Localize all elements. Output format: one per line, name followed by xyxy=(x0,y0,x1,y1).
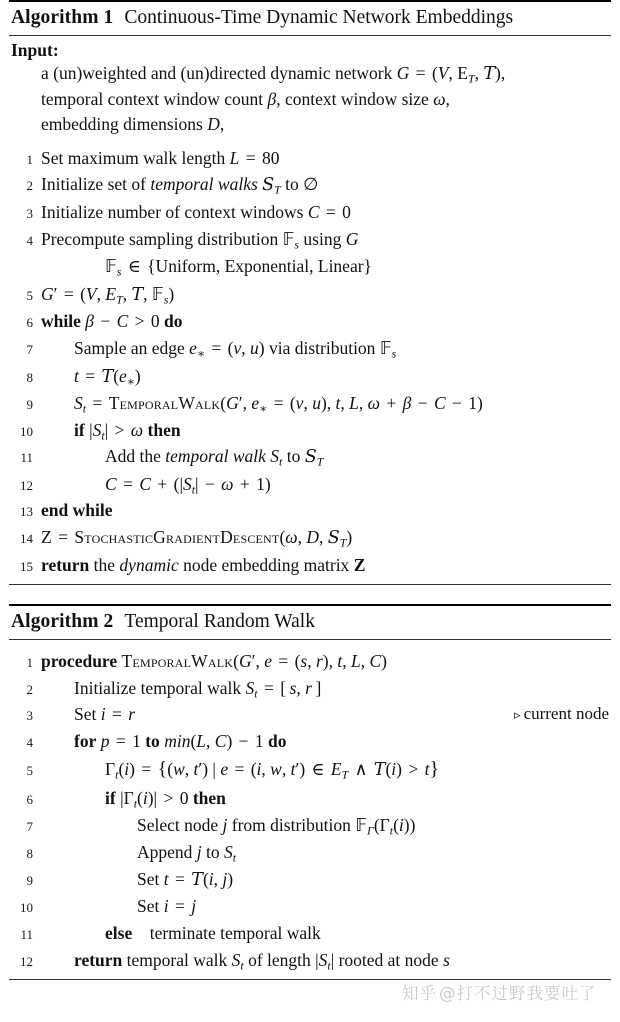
line-number: 4 xyxy=(26,734,33,750)
line-text: Append j to $S_t$ xyxy=(137,842,237,865)
line-text: Initialize set of temporal walks $S_T$ to ∅ xyxy=(41,174,319,197)
algorithm-2-bottom-rule xyxy=(9,979,611,980)
input-line-network: a (un)weighted and (un)directed dynamic network G = (V, $E_T$, T), xyxy=(41,63,506,86)
line-text: Add the temporal walk $S_t$ to $S_T$ xyxy=(105,446,324,469)
algorithm-line xyxy=(9,893,611,920)
algorithm-line xyxy=(9,226,611,254)
line-text: return the dynamic node embedding matrix Z xyxy=(41,554,366,575)
algorithm-line xyxy=(9,281,611,309)
line-text: if $|\Gamma_t(i)| > 0$ then xyxy=(105,788,226,811)
input-line-window: temporal context window count β, context window size ω, xyxy=(41,89,450,110)
comment-text: current node xyxy=(523,704,609,724)
algorithm-line xyxy=(9,363,611,391)
line-number: 12 xyxy=(20,477,33,493)
line-text: return temporal walk $S_t$ of length $|S_t|$ rooted at node s xyxy=(74,949,450,972)
algorithm-line xyxy=(9,728,611,755)
line-text: Initialize number of context windows C = 0 xyxy=(41,201,351,222)
watermark xyxy=(402,980,597,1004)
line-number: 8 xyxy=(26,369,33,385)
line-number: 3 xyxy=(26,708,33,724)
algorithm-line xyxy=(9,754,611,785)
line-number: 4 xyxy=(26,232,33,248)
algorithm-1-number: Algorithm 1 xyxy=(11,7,114,28)
line-number: 10 xyxy=(20,423,33,439)
algorithm-line xyxy=(9,675,611,702)
line-text: Set maximum walk length L = 80 xyxy=(41,147,280,168)
line-text: procedure TemporalWalk(G′, e = (s, r), t, L, C) xyxy=(41,651,387,672)
algorithm-line xyxy=(9,785,611,812)
algorithm-line xyxy=(9,866,611,894)
algorithm-2-title xyxy=(9,606,611,639)
line-number: 14 xyxy=(20,531,33,547)
line-text: $t = T(e_∗)$ xyxy=(74,365,141,388)
line-number: 6 xyxy=(26,792,33,808)
algorithm-1-input-block xyxy=(9,36,611,137)
algorithm-line xyxy=(9,839,611,866)
line-text: Z = StochasticGradientDescent(ω, D, $S_T$) xyxy=(41,527,353,550)
input-heading: Input: xyxy=(11,39,59,60)
algorithm-line xyxy=(9,335,611,363)
algorithm-2-block xyxy=(9,604,611,980)
line-number: 9 xyxy=(26,397,33,413)
algorithm-1-name: Continuous-Time Dynamic Network Embeddings xyxy=(124,7,514,28)
algorithm-line xyxy=(9,701,611,728)
algorithm-2-name: Temporal Random Walk xyxy=(124,611,315,633)
line-number: 5 xyxy=(26,287,33,303)
line-number: 3 xyxy=(26,205,33,221)
line-text: Sample an edge $e_∗ = (v$, u) via distribution 𝔽$_s$ xyxy=(74,337,397,361)
algorithm-line xyxy=(9,471,611,498)
algorithm-1-block xyxy=(9,0,611,585)
algorithm-line xyxy=(9,253,611,281)
algorithm-1-title xyxy=(9,2,611,35)
algorithm-line xyxy=(9,497,611,524)
algorithm-line xyxy=(9,390,611,417)
line-text: $\Gamma_t(i) = \{(w$, t′) | e = (i, w, t′) ∈ $E_T$ ∧ T(i) > t} xyxy=(105,758,440,782)
algorithm-line xyxy=(9,145,611,172)
line-number: 7 xyxy=(26,341,33,357)
watermark-brand: 知乎 xyxy=(402,984,437,1003)
line-comment xyxy=(514,701,609,727)
line-number: 5 xyxy=(26,763,33,779)
algorithm-2-steps xyxy=(9,640,611,979)
line-text: Precompute sampling distribution 𝔽$_s$ using G xyxy=(41,228,359,251)
line-number: 12 xyxy=(20,953,33,969)
algorithm-line xyxy=(9,648,611,675)
line-text: Initialize temporal walk $S_t$ = [ s, r ] xyxy=(74,677,322,700)
algorithm-line xyxy=(9,443,611,471)
line-text: else terminate temporal walk xyxy=(105,923,321,943)
line-number: 2 xyxy=(26,178,33,194)
line-number: 1 xyxy=(26,655,33,671)
algorithm-separator-gap xyxy=(0,585,620,604)
algorithm-line xyxy=(9,171,611,199)
line-text: Set i = j xyxy=(137,896,197,917)
algorithm-1-bottom-rule xyxy=(9,584,611,585)
line-number: 11 xyxy=(20,927,33,942)
line-text: G′ = (V, $E_T$, T, 𝔽$_s$) xyxy=(41,283,175,307)
comment-triangle-icon: ▹ xyxy=(514,707,521,723)
line-number: 2 xyxy=(26,681,33,697)
line-text: $S_t$ = TemporalWalk(G′, $e_∗ = (v$, u), t, L, ω + β − C − 1) xyxy=(74,393,483,416)
line-text: Set i = r ▹ current node xyxy=(41,701,611,728)
line-text: if $|S_t| > \omega$ then xyxy=(74,419,181,443)
watermark-handle: @打不过野我要吐了 xyxy=(439,984,597,1003)
algorithm-line xyxy=(9,308,611,335)
line-text: while β − C > 0 do xyxy=(41,311,183,332)
algorithm-line xyxy=(9,199,611,226)
algorithm-line xyxy=(9,812,611,840)
line-text: 𝔽$_s$ ∈ {Uniform, Exponential, Linear} xyxy=(105,256,372,279)
algorithm-line xyxy=(9,947,611,974)
input-line-dimensions: embedding dimensions D, xyxy=(41,113,225,134)
line-number: 1 xyxy=(26,151,33,167)
line-number: 15 xyxy=(20,558,33,574)
line-text: Select node j from distribution $𝔽_\Gamma(\Gamma_t(i))$ xyxy=(137,814,416,837)
algorithm-2-number: Algorithm 2 xyxy=(11,611,114,633)
line-text: Set t = T(i, j) xyxy=(137,868,234,890)
algorithm-line xyxy=(9,417,611,444)
line-number: 7 xyxy=(26,818,33,834)
line-number: 11 xyxy=(20,450,33,466)
line-number: 8 xyxy=(26,846,33,862)
algorithm-line xyxy=(9,524,611,552)
algorithm-line xyxy=(9,552,611,579)
algorithm-line xyxy=(9,920,611,947)
line-number: 10 xyxy=(20,900,33,916)
line-text: $C = C + (|S_t| - \omega + 1)$ xyxy=(105,473,271,497)
line-number: 13 xyxy=(20,504,33,520)
line-number: 6 xyxy=(26,315,33,331)
algorithm-1-steps xyxy=(9,137,611,585)
line-number: 9 xyxy=(26,872,33,888)
line-text: for p = 1 to min(L, C) − 1 do xyxy=(74,730,287,751)
line-text: end while xyxy=(41,500,113,521)
